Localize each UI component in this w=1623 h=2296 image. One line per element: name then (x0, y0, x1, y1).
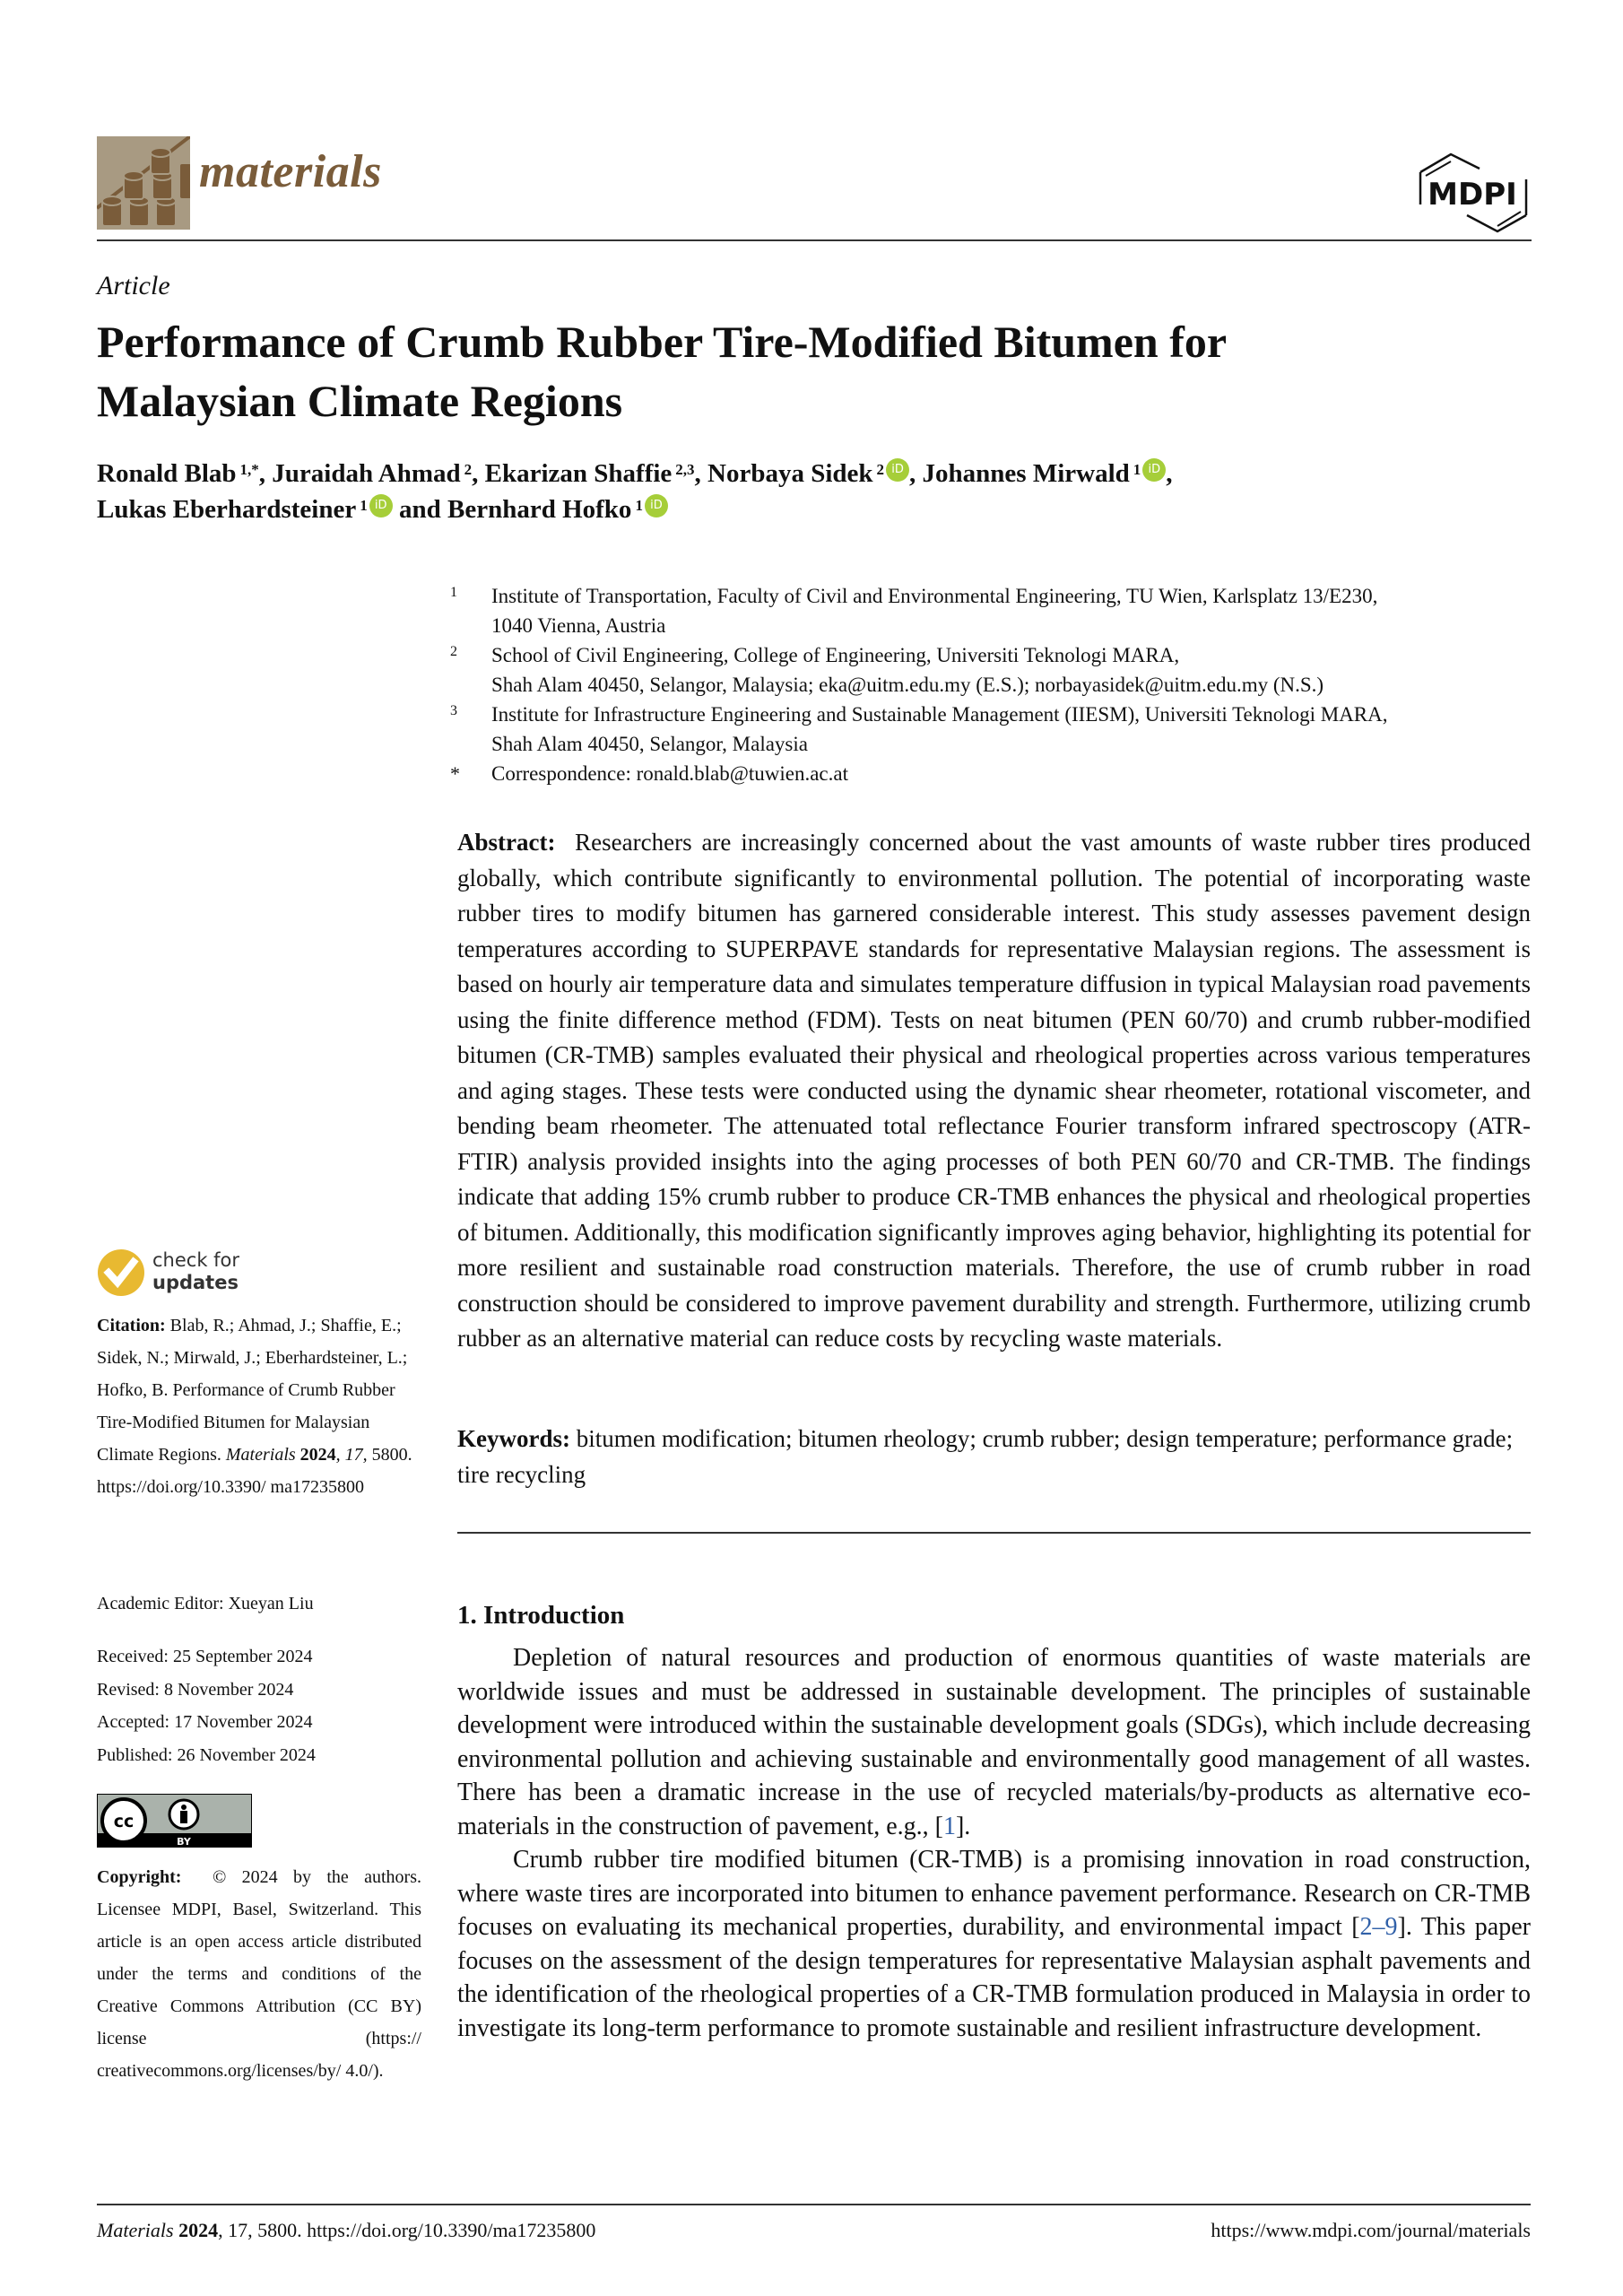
keywords-label: Keywords: (457, 1425, 570, 1452)
section-heading-introduction: 1. Introduction (457, 1601, 625, 1630)
header-rule (97, 239, 1532, 241)
check-updates-icon (97, 1248, 145, 1297)
footer-year: 2024 (178, 2219, 219, 2241)
author[interactable] (447, 495, 668, 524)
cc-by-label: BY (177, 1836, 191, 1848)
footer-journal-url[interactable]: https://www.mdpi.com/journal/materials (1211, 2219, 1531, 2241)
orcid-icon[interactable]: iD (886, 458, 909, 482)
copyright-text: © 2024 by the authors. Licensee MDPI, Basel, Switzerland. This article is an open access article distributed under the terms and conditions of the Creative Commons Attribution (CC BY) license (https:// creativecommons.org/licenses/by/ 4.0/). (97, 1867, 422, 2081)
author-affiliation-sup: 1 (635, 497, 643, 514)
copyright-notice (97, 1861, 421, 2087)
keywords (457, 1422, 1531, 1492)
author-name: Juraidah Ahmad (272, 459, 461, 488)
author[interactable] (97, 459, 259, 488)
author[interactable] (97, 495, 393, 524)
check-updates-text-bold: updates (152, 1272, 239, 1293)
author-separator: , (258, 459, 273, 488)
cc-by-license-icon[interactable] (97, 1794, 252, 1848)
author-list (97, 456, 1532, 527)
abstract-label: Abstract: (457, 829, 556, 856)
footer-journal: Materials (97, 2219, 174, 2241)
page-title (97, 312, 1532, 430)
affiliation-line: 1040 Vienna, Austria (491, 614, 666, 637)
author-affiliation-sup: 2,3 (675, 461, 695, 478)
author-affiliation-sup: 1 (1133, 461, 1141, 478)
affiliation-number: 3 (450, 703, 457, 718)
intro-paragraph-1 (457, 1641, 1531, 1843)
citation-link[interactable]: 2–9 (1359, 1913, 1398, 1941)
author-separator: , (472, 459, 485, 488)
published-date: Published: 26 November 2024 (97, 1744, 316, 1765)
author-line-1 (97, 456, 1532, 491)
author-separator: , (694, 459, 708, 488)
footer-rule (97, 2204, 1531, 2205)
author-name: Ronald Blab (97, 459, 237, 488)
citation-doi[interactable]: 5800. https://doi.org/10.3390/ ma17235800 (97, 1445, 412, 1497)
affiliation-line: Institute for Infrastructure Engineering and Sustainable Management (IIESM), Universiti Teknologi MARA, (491, 703, 1388, 726)
affiliation-line[interactable]: Shah Alam 40450, Selangor, Malaysia; eka@uitm.edu.my (E.S.); norbayasidek@uitm.edu.my (N.S.) (491, 674, 1324, 696)
affiliation-line: Shah Alam 40450, Selangor, Malaysia (491, 733, 808, 755)
introduction-body (457, 1641, 1531, 2045)
paragraph-text: Crumb rubber tire modified bitumen (CR-TMB) is a promising innovation in road construction, where waste tires are incorporated into bitumen to enhance pavement performance. Research on CR-TMB focuses on evaluating its mechanical properties, durability, and environmental impact [ (457, 1846, 1531, 1941)
article-type: Article (97, 271, 170, 300)
title-line-2: Malaysian Climate Regions (97, 376, 623, 426)
section-divider (457, 1532, 1531, 1534)
keywords-text: bitumen modification; bitumen rheology; crumb rubber; design temperature; performance grade; tire recycling (457, 1425, 1514, 1488)
correspondence-mark: * (450, 762, 460, 785)
citation-link[interactable]: 1 (942, 1812, 956, 1840)
author[interactable] (707, 459, 909, 488)
mdpi-logo-text: MDPI (1428, 177, 1517, 213)
citation-volume: , 17, (335, 1445, 368, 1465)
academic-editor: Academic Editor: Xueyan Liu (97, 1594, 314, 1613)
affiliation-item (448, 640, 1533, 700)
citation-year: 2024 (299, 1445, 336, 1465)
affiliation-item (448, 700, 1533, 759)
intro-paragraph-2 (457, 1843, 1531, 2045)
materials-journal-logo-icon[interactable] (97, 136, 190, 230)
author-affiliation-sup: 2 (464, 461, 473, 478)
citation-label: Citation: (97, 1316, 166, 1335)
author-name: Norbaya Sidek (707, 459, 873, 488)
paragraph-text: ]. This paper focuses on the assessment of the design temperatures for representative Malaysian asphalt pavements and the identification of the rheological properties of a CR-TMB formulation produced in Malaysia in order to investigate its long-term performance to promote sustainable and resilient infrastructure development. (457, 1913, 1531, 2042)
orcid-icon[interactable]: iD (1142, 458, 1166, 482)
affiliation-number: 1 (450, 585, 457, 600)
author-affiliation-sup: 2 (876, 461, 885, 478)
author-name: Bernhard Hofko (447, 495, 632, 524)
abstract-text: Researchers are increasingly concerned about the vast amounts of waste rubber tires produced globally, which contribute significantly to environmental pollution. The potential of incorporating waste rubber tires to modify bitumen has garnered considerable interest. This study assesses pavement design temperatures according to SUPERPAVE standards for representative Malaysian regions. The assessment is based on hourly air temperature data and simulates temperature diffusion in typical Malaysian road pavements using the finite difference method (FDM). Tests on neat bitumen (PEN 60/70) and crumb rubber-modified bitumen (CR-TMB) samples evaluated their physical and rheological properties across various temperatures and aging stages. These tests were conducted using the dynamic shear rheometer, rotational viscometer, and bending beam rheometer. The attenuated total reflectance Fourier transform infrared spectroscopy (ATR-FTIR) analysis provided insights into the aging processes of both PEN 60/70 and CR-TMB. The findings indicate that adding 15% crumb rubber to produce CR-TMB enhances the physical and rheological properties of bitumen. Additionally, this modification significantly improves aging behavior, highlighting its potential for more resilient and sustainable road construction materials. Therefore, the use of crumb rubber in road construction should be considered to improve pavement durability and strength. Furthermore, utilizing crumb rubber as an alternative material can reduce costs by recycling waste materials. (457, 829, 1531, 1352)
correspondence-email[interactable]: Correspondence: ronald.blab@tuwien.ac.at (491, 762, 848, 785)
copyright-label: Copyright: (97, 1867, 182, 1887)
citation-journal: Materials (225, 1445, 296, 1465)
affiliations (448, 581, 1533, 788)
publication-dates (97, 1640, 421, 1771)
author[interactable] (272, 459, 472, 488)
affiliation-line: Institute of Transportation, Faculty of Civil and Environmental Engineering, TU Wien, Karlsplatz 13/E230, (491, 585, 1378, 607)
author-separator: and (392, 495, 447, 524)
footer-doi[interactable]: , 17, 5800. https://doi.org/10.3390/ma17235800 (218, 2219, 596, 2241)
affiliation-line: School of Civil Engineering, College of Engineering, Universiti Teknologi MARA, (491, 644, 1180, 666)
author-name: Ekarizan Shaffie (484, 459, 673, 488)
check-updates-text: check for (152, 1249, 240, 1271)
author-separator: , (1166, 459, 1173, 488)
paragraph-text: ]. (955, 1812, 971, 1840)
author[interactable] (485, 459, 695, 488)
author-affiliation-sup: 1 (360, 497, 368, 514)
journal-name[interactable]: materials (199, 146, 382, 197)
citation-text: Blab, R.; Ahmad, J.; Shaffie, E.; Sidek, N.; Mirwald, J.; Eberhardsteiner, L.; Hofko, B. Performance of Crumb Rubber Tire-Modified Bitumen for Malaysian Climate Regions. (97, 1316, 408, 1465)
author-name: Johannes Mirwald (922, 459, 1130, 488)
author-name: Lukas Eberhardsteiner (97, 495, 357, 524)
affiliation-number: 2 (450, 644, 457, 659)
author-separator: , (909, 459, 923, 488)
author[interactable] (923, 459, 1167, 488)
paragraph-text: Depletion of natural resources and production of enormous quantities of waste materials are worldwide issues and must be addressed in sustainable development. The principles of sustainable development were introduced within the sustainable development goals (SDGs), which include decreasing environmental pollution and achieving sustainable and environmentally good management of all wastes. There has been a dramatic increase in the use of recycled materials/by-products as alternative eco-materials in the construction of pavement, e.g., [ (457, 1644, 1531, 1840)
correspondence (448, 759, 1533, 788)
title-line-1: Performance of Crumb Rubber Tire-Modified Bitumen for (97, 317, 1228, 367)
orcid-icon[interactable]: iD (369, 494, 393, 517)
footer-citation (97, 2219, 595, 2242)
cc-label: cc (113, 1812, 135, 1831)
received-date: Received: 25 September 2024 (97, 1647, 313, 1666)
orcid-icon[interactable]: iD (645, 494, 668, 517)
affiliation-item (448, 581, 1533, 640)
mdpi-logo-icon[interactable] (1415, 152, 1532, 233)
revised-date: Revised: 8 November 2024 (97, 1679, 294, 1700)
accepted-date: Accepted: 17 November 2024 (97, 1712, 313, 1732)
citation-block (97, 1309, 421, 1503)
author-line-2 (97, 491, 1532, 527)
abstract (457, 825, 1531, 1357)
author-affiliation-sup: 1,* (239, 461, 259, 478)
